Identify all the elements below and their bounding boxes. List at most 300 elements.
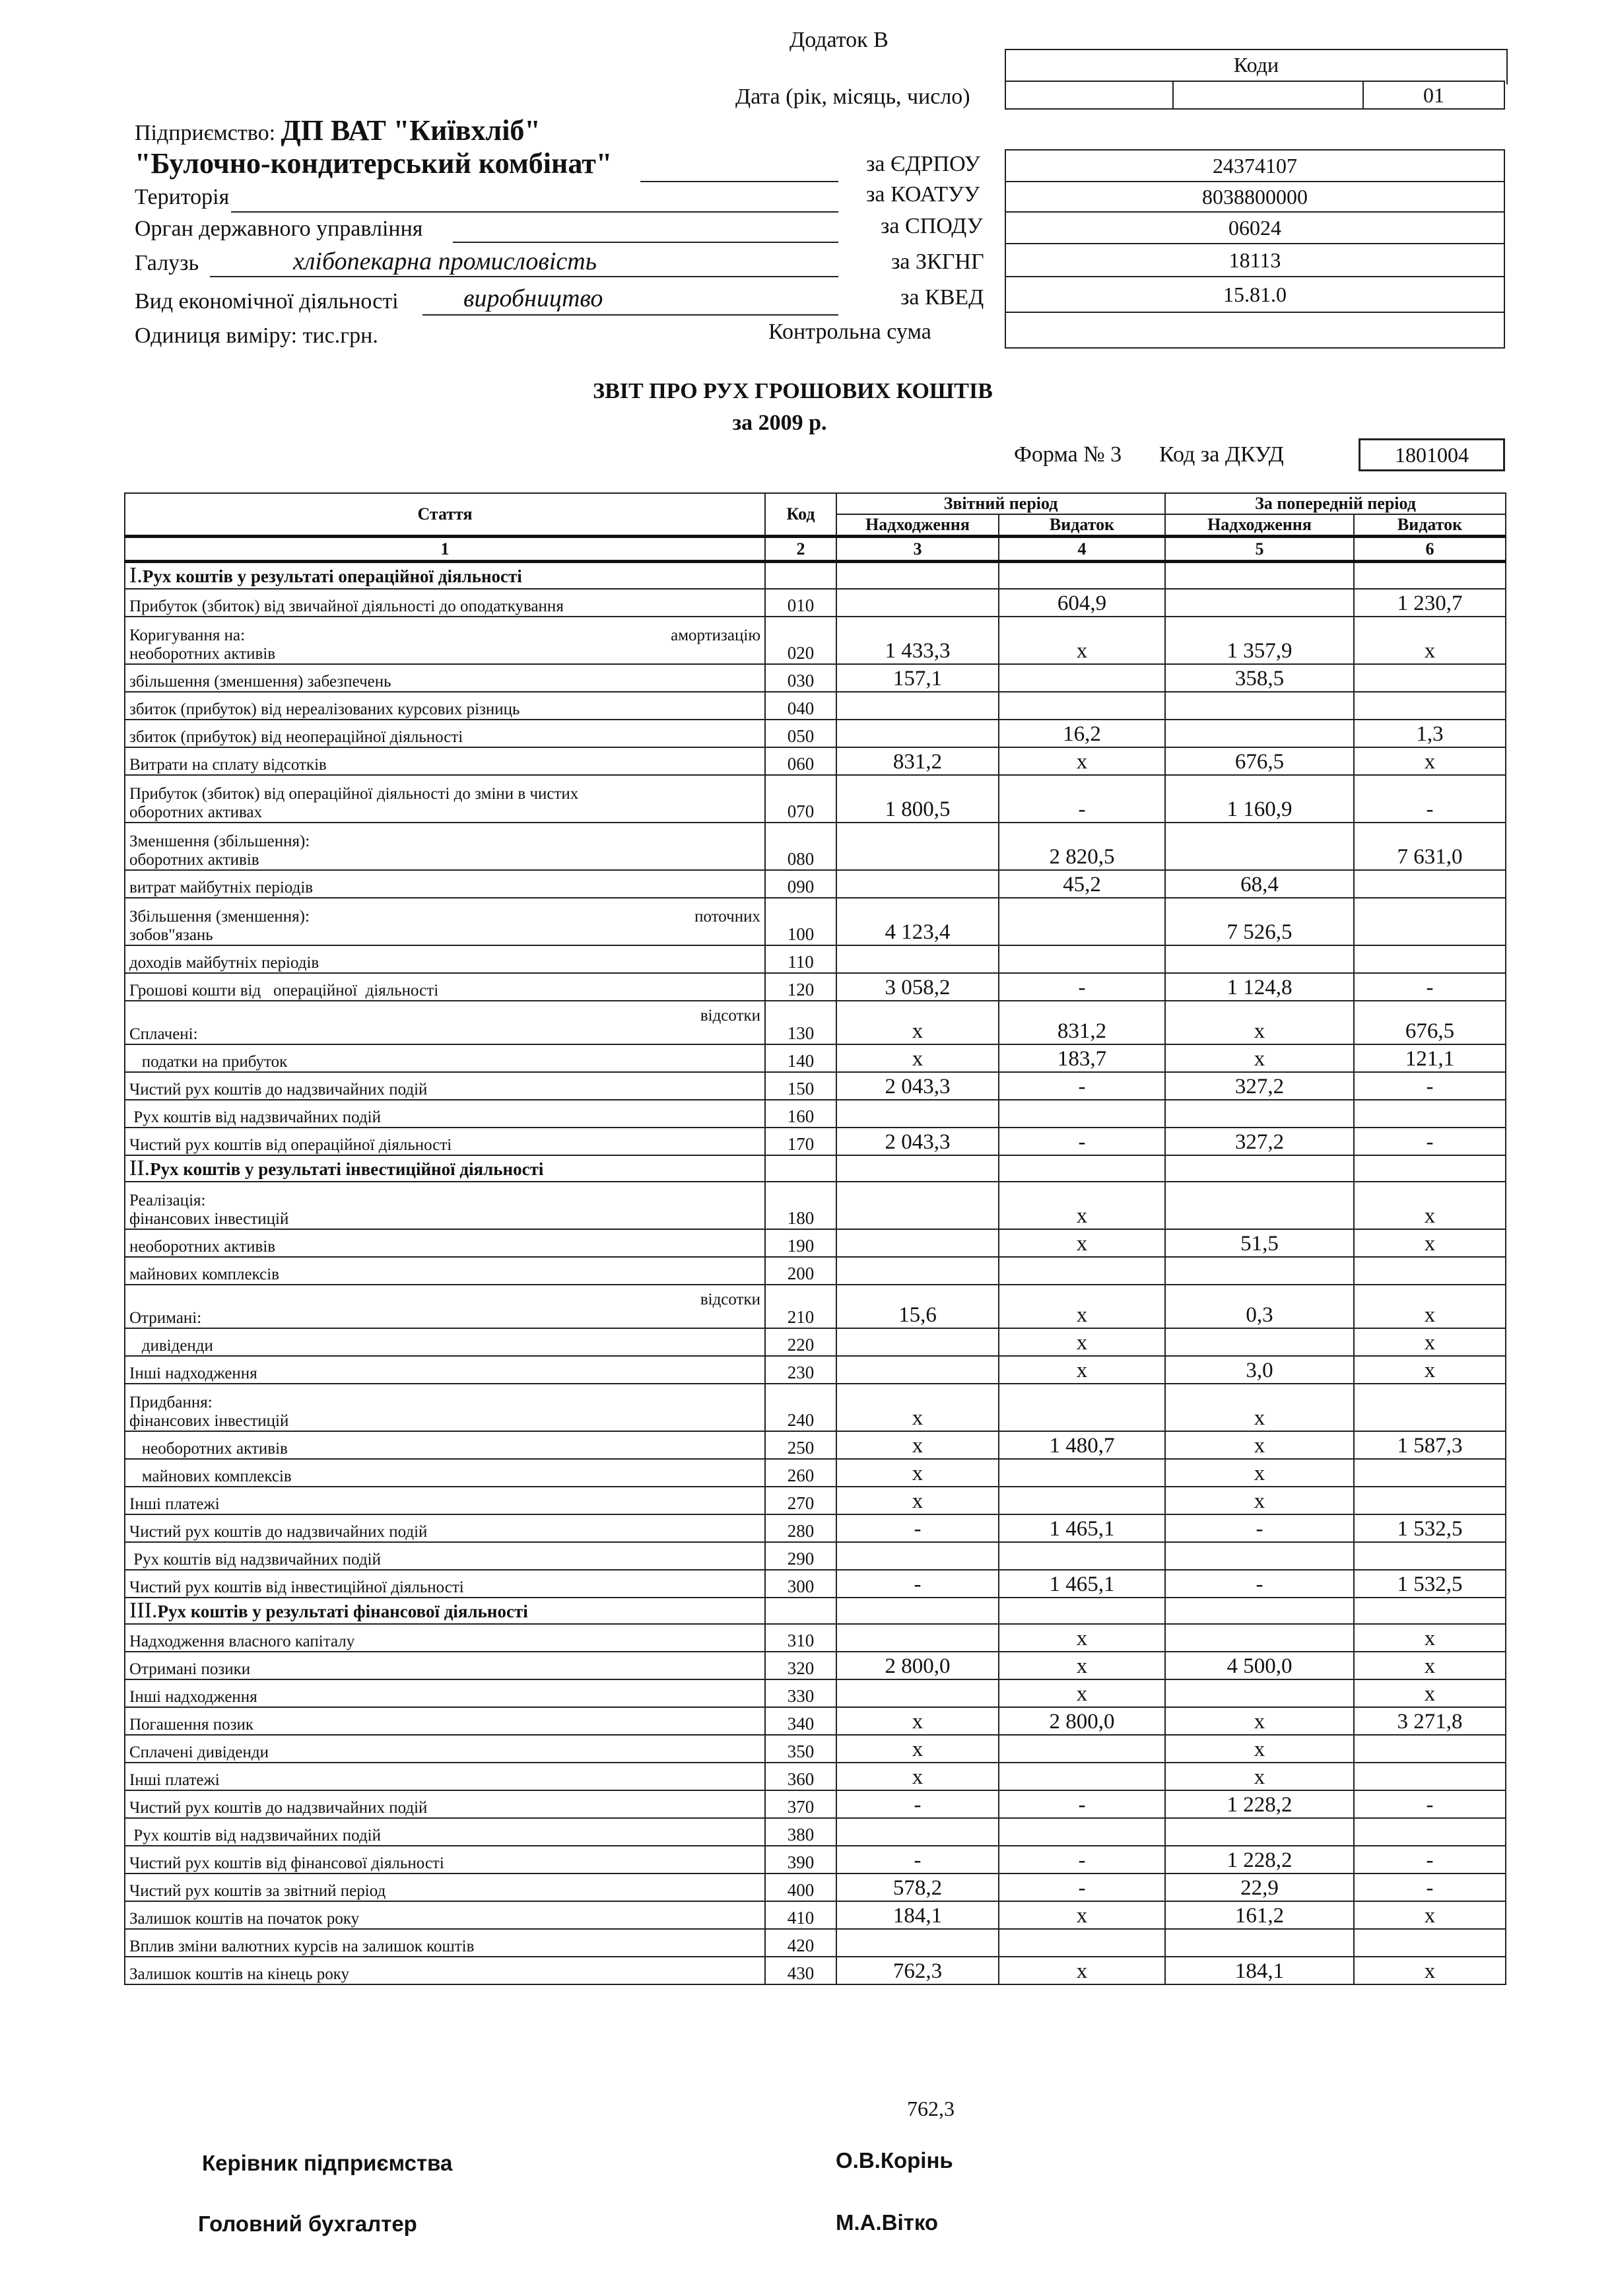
- value-cell: [1354, 870, 1506, 898]
- article-cell: податки на прибуток: [125, 1044, 765, 1072]
- article-cell: Інші надходження: [125, 1356, 765, 1384]
- value-cell: -: [1354, 1846, 1506, 1874]
- empty-cell: [836, 562, 999, 590]
- activity-underline: [422, 314, 838, 316]
- article-cell: Чистий рух коштів від фінансової діяльності: [125, 1846, 765, 1874]
- value-cell: [999, 1542, 1165, 1570]
- value-cell: [1165, 1182, 1354, 1229]
- value-cell: 358,5: [1165, 664, 1354, 692]
- table-row: [125, 1846, 1506, 1874]
- row-code: 040: [765, 692, 836, 720]
- date-label: Дата (рік, місяць, число): [735, 84, 970, 109]
- gov-body-underline: [453, 242, 838, 243]
- empty-cell: [765, 1155, 836, 1182]
- table-row: [125, 1514, 1506, 1542]
- table-row: [125, 1763, 1506, 1790]
- article-cell: витрат майбутніх періодів: [125, 870, 765, 898]
- col-num: 6: [1354, 537, 1506, 562]
- value-cell: [836, 720, 999, 747]
- table-row: [125, 898, 1506, 945]
- section-number: I.: [129, 563, 143, 588]
- value-cell: х: [1165, 1001, 1354, 1044]
- codes-title: Коди: [1233, 53, 1279, 77]
- article-cell: Отримані позики: [125, 1652, 765, 1679]
- value-cell: х: [1165, 1763, 1354, 1790]
- empty-cell: [1354, 1155, 1506, 1182]
- code-label-zkgng: за ЗКГНГ: [891, 250, 984, 274]
- accountant-name: М.А.Вітко: [836, 2210, 939, 2235]
- row-code: 190: [765, 1229, 836, 1257]
- value-cell: х: [836, 1431, 999, 1459]
- table-row: [125, 870, 1506, 898]
- enterprise-name-2: "Булочно-кондитерський комбінат": [135, 147, 613, 180]
- value-cell: [1165, 1624, 1354, 1652]
- value-cell: х: [999, 747, 1165, 775]
- col-expense-header: Видаток: [999, 514, 1165, 537]
- value-cell: 184,1: [836, 1901, 999, 1929]
- value-cell: х: [836, 1707, 999, 1735]
- value-cell: 2 800,0: [836, 1652, 999, 1679]
- value-cell: [836, 1356, 999, 1384]
- section-text: Рух коштів у результаті операційної діяльності: [142, 566, 522, 586]
- value-cell: 1 160,9: [1165, 775, 1354, 823]
- value-cell: -: [1165, 1514, 1354, 1542]
- table-row: [125, 1001, 1506, 1044]
- value-cell: 16,2: [999, 720, 1165, 747]
- value-cell: 1 465,1: [999, 1514, 1165, 1542]
- value-cell: х: [1354, 1679, 1506, 1707]
- value-cell: [1354, 898, 1506, 945]
- table-row: [125, 1790, 1506, 1818]
- value-cell: -: [1354, 1790, 1506, 1818]
- article-line-1-right: відсотки: [700, 1291, 760, 1308]
- table-row: [125, 1072, 1506, 1100]
- value-cell: [999, 1818, 1165, 1846]
- section-row: [125, 1598, 1506, 1624]
- value-cell: х: [999, 1901, 1165, 1929]
- value-cell: 578,2: [836, 1874, 999, 1901]
- code-label-spodu: за СПОДУ: [881, 214, 983, 238]
- table-row: [125, 1652, 1506, 1679]
- value-cell: [836, 870, 999, 898]
- section-number: II.: [129, 1156, 151, 1180]
- gov-body-label: Орган державного управління: [135, 217, 423, 241]
- value-cell: 2 800,0: [999, 1707, 1165, 1735]
- value-cell: -: [1354, 973, 1506, 1001]
- value-cell: -: [836, 1790, 999, 1818]
- article-line-1-right: амортизацію: [671, 626, 760, 644]
- table-row: [125, 823, 1506, 870]
- article-line-2: фінансових інвестицій: [129, 1210, 289, 1228]
- article-cell: [125, 1182, 765, 1229]
- article-cell: Рух коштів від надзвичайних подій: [125, 1542, 765, 1570]
- date-month-cell: [1172, 81, 1364, 110]
- value-cell: х: [999, 1356, 1165, 1384]
- value-cell: [836, 1542, 999, 1570]
- section-number: III.: [129, 1598, 158, 1623]
- branch-value: хлібопекарна промисловість: [293, 248, 597, 275]
- table-row: [125, 1874, 1506, 1901]
- article-cell: Чистий рух коштів від операційної діяльності: [125, 1128, 765, 1155]
- value-cell: [836, 1100, 999, 1128]
- article-line-2: Сплачені:: [129, 1025, 198, 1043]
- row-code: 030: [765, 664, 836, 692]
- row-code: 270: [765, 1487, 836, 1514]
- article-line-1: Придбання:: [129, 1394, 213, 1411]
- value-cell: [999, 1257, 1165, 1285]
- value-cell: [999, 1384, 1165, 1431]
- row-code: 060: [765, 747, 836, 775]
- row-code: 150: [765, 1072, 836, 1100]
- article-line-1: Коригування на:: [129, 626, 246, 644]
- col-num: 1: [125, 537, 765, 562]
- code-value-edrpou: 24374107: [1005, 149, 1505, 182]
- row-code: 410: [765, 1901, 836, 1929]
- value-cell: х: [836, 1459, 999, 1487]
- table-row: [125, 1257, 1506, 1285]
- value-cell: х: [1165, 1459, 1354, 1487]
- table-row: [125, 1182, 1506, 1229]
- empty-cell: [1165, 562, 1354, 590]
- value-cell: [1354, 1735, 1506, 1763]
- row-code: 140: [765, 1044, 836, 1072]
- row-code: 120: [765, 973, 836, 1001]
- col-num: 2: [765, 537, 836, 562]
- value-cell: [1354, 1459, 1506, 1487]
- value-cell: [1354, 1257, 1506, 1285]
- value-cell: 3 271,8: [1354, 1707, 1506, 1735]
- empty-cell: [1354, 562, 1506, 590]
- value-cell: 1 587,3: [1354, 1431, 1506, 1459]
- value-cell: 1 532,5: [1354, 1570, 1506, 1598]
- value-cell: 676,5: [1354, 1001, 1506, 1044]
- section-row: [125, 562, 1506, 590]
- value-cell: х: [1354, 1957, 1506, 1984]
- enterprise-line: [135, 114, 541, 147]
- value-cell: [1165, 1679, 1354, 1707]
- row-code: 430: [765, 1957, 836, 1984]
- value-cell: х: [1165, 1384, 1354, 1431]
- article-cell: необоротних активів: [125, 1229, 765, 1257]
- row-code: 110: [765, 945, 836, 973]
- value-cell: х: [1165, 1735, 1354, 1763]
- col-code-header: Код: [765, 493, 836, 537]
- value-cell: х: [1354, 1901, 1506, 1929]
- value-cell: -: [836, 1846, 999, 1874]
- value-cell: х: [836, 1044, 999, 1072]
- value-cell: [836, 1229, 999, 1257]
- col-article-header: Стаття: [125, 493, 765, 537]
- row-code: 170: [765, 1128, 836, 1155]
- row-code: 320: [765, 1652, 836, 1679]
- row-code: 230: [765, 1356, 836, 1384]
- head-label: Керівник підприємства: [202, 2151, 453, 2175]
- value-cell: [1354, 1100, 1506, 1128]
- article-cell: Інші платежі: [125, 1487, 765, 1514]
- article-cell: Рух коштів від надзвичайних подій: [125, 1100, 765, 1128]
- row-code: 080: [765, 823, 836, 870]
- table-row: [125, 1100, 1506, 1128]
- value-cell: 2 043,3: [836, 1128, 999, 1155]
- value-cell: 3 058,2: [836, 973, 999, 1001]
- section-row: [125, 1155, 1506, 1182]
- value-cell: -: [836, 1570, 999, 1598]
- value-cell: х: [1354, 1182, 1506, 1229]
- row-code: 010: [765, 589, 836, 617]
- value-cell: -: [999, 973, 1165, 1001]
- row-code: 370: [765, 1790, 836, 1818]
- value-cell: 831,2: [999, 1001, 1165, 1044]
- article-line-2: фінансових інвестицій: [129, 1412, 289, 1430]
- col-previous-header: За попередній період: [1165, 493, 1506, 514]
- row-code: 330: [765, 1679, 836, 1707]
- value-cell: [1165, 589, 1354, 617]
- table-row: [125, 747, 1506, 775]
- empty-cell: [1165, 1155, 1354, 1182]
- row-code: 100: [765, 898, 836, 945]
- value-cell: -: [999, 775, 1165, 823]
- value-cell: [1165, 1328, 1354, 1356]
- value-cell: 1 800,5: [836, 775, 999, 823]
- value-cell: х: [999, 617, 1165, 664]
- table-row: [125, 973, 1506, 1001]
- empty-cell: [999, 562, 1165, 590]
- value-cell: х: [836, 1763, 999, 1790]
- value-cell: [999, 1763, 1165, 1790]
- value-cell: 7 631,0: [1354, 823, 1506, 870]
- enterprise-name: ДП ВАТ "Київхліб": [281, 114, 541, 147]
- code-value-kved: 15.81.0: [1005, 276, 1505, 313]
- value-cell: [836, 1818, 999, 1846]
- value-cell: х: [999, 1957, 1165, 1984]
- enterprise-label: Підприємство:: [135, 121, 276, 145]
- value-cell: х: [836, 1384, 999, 1431]
- value-cell: 762,3: [836, 1957, 999, 1984]
- date-day-cell: 01: [1362, 81, 1505, 110]
- value-cell: 121,1: [1354, 1044, 1506, 1072]
- article-cell: [125, 617, 765, 664]
- article-cell: майнових комплексів: [125, 1257, 765, 1285]
- article-cell: Інші надходження: [125, 1679, 765, 1707]
- dkud-value: 1801004: [1359, 438, 1505, 471]
- value-cell: 1 480,7: [999, 1431, 1165, 1459]
- value-cell: х: [999, 1182, 1165, 1229]
- value-cell: 0,3: [1165, 1285, 1354, 1328]
- article-cell: дивіденди: [125, 1328, 765, 1356]
- value-cell: 831,2: [836, 747, 999, 775]
- value-cell: [836, 1624, 999, 1652]
- form-number: Форма № 3: [1014, 442, 1122, 467]
- value-cell: 45,2: [999, 870, 1165, 898]
- row-code: 380: [765, 1818, 836, 1846]
- article-line-1: Прибуток (збиток) від операційної діяльності до зміни в чистих: [129, 785, 579, 803]
- table-row: [125, 589, 1506, 617]
- empty-cell: [999, 1598, 1165, 1624]
- col-num: 3: [836, 537, 999, 562]
- value-cell: х: [999, 1285, 1165, 1328]
- value-cell: 22,9: [1165, 1874, 1354, 1901]
- col-reporting-header: Звітний період: [836, 493, 1165, 514]
- row-code: 390: [765, 1846, 836, 1874]
- value-cell: [1165, 1257, 1354, 1285]
- value-cell: [1354, 1384, 1506, 1431]
- value-cell: х: [1354, 1328, 1506, 1356]
- value-cell: х: [1165, 1044, 1354, 1072]
- article-line-1: Зменшення (збільшення):: [129, 832, 310, 850]
- value-cell: 327,2: [1165, 1072, 1354, 1100]
- article-cell: Погашення позик: [125, 1707, 765, 1735]
- table-row: [125, 945, 1506, 973]
- value-cell: [836, 589, 999, 617]
- table-row: [125, 1707, 1506, 1735]
- value-cell: [836, 692, 999, 720]
- value-cell: 161,2: [1165, 1901, 1354, 1929]
- article-cell: Витрати на сплату відсотків: [125, 747, 765, 775]
- value-cell: 1 228,2: [1165, 1846, 1354, 1874]
- article-line-2: необоротних активів: [129, 645, 276, 663]
- row-code: 290: [765, 1542, 836, 1570]
- value-cell: [999, 1487, 1165, 1514]
- article-cell: збільшення (зменшення) забезпечень: [125, 664, 765, 692]
- value-cell: х: [836, 1735, 999, 1763]
- value-cell: х: [1165, 1707, 1354, 1735]
- value-cell: -: [1354, 1874, 1506, 1901]
- value-cell: [836, 1679, 999, 1707]
- enterprise-underline: [640, 181, 838, 182]
- article-cell: Прибуток (збиток) від звичайної діяльності до оподаткування: [125, 589, 765, 617]
- article-cell: Надходження власного капіталу: [125, 1624, 765, 1652]
- table-row: [125, 1285, 1506, 1328]
- value-cell: х: [1354, 1624, 1506, 1652]
- value-cell: [1165, 945, 1354, 973]
- value-cell: [999, 1100, 1165, 1128]
- table-row: [125, 1679, 1506, 1707]
- branch-underline: [210, 276, 838, 277]
- row-code: 260: [765, 1459, 836, 1487]
- col-num: 4: [999, 537, 1165, 562]
- value-cell: х: [836, 1001, 999, 1044]
- article-cell: Грошові кошти від операційної діяльності: [125, 973, 765, 1001]
- value-cell: 15,6: [836, 1285, 999, 1328]
- value-cell: 327,2: [1165, 1128, 1354, 1155]
- value-cell: 4 123,4: [836, 898, 999, 945]
- value-cell: 68,4: [1165, 870, 1354, 898]
- activity-label: Вид економічної діяльності: [135, 289, 399, 314]
- control-sum-cell: [1005, 312, 1505, 349]
- table-row: [125, 692, 1506, 720]
- value-cell: [836, 1257, 999, 1285]
- value-cell: [1165, 823, 1354, 870]
- value-cell: 2 820,5: [999, 823, 1165, 870]
- table-row: [125, 1328, 1506, 1356]
- table-row: [125, 1542, 1506, 1570]
- article-line-1: Реалізація:: [129, 1192, 206, 1209]
- article-cell: Чистий рух коштів від інвестиційної діяльності: [125, 1570, 765, 1598]
- value-cell: [1354, 1542, 1506, 1570]
- value-cell: -: [999, 1874, 1165, 1901]
- empty-cell: [1165, 1598, 1354, 1624]
- section-text: Рух коштів у результаті інвестиційної діяльності: [150, 1159, 544, 1179]
- territory-label: Територія: [135, 185, 230, 209]
- row-code: 070: [765, 775, 836, 823]
- table-row: [125, 775, 1506, 823]
- codes-header: [1005, 49, 1508, 84]
- value-cell: х: [1354, 1356, 1506, 1384]
- value-cell: 4 500,0: [1165, 1652, 1354, 1679]
- article-cell: Чистий рух коштів до надзвичайних подій: [125, 1072, 765, 1100]
- empty-cell: [1354, 1598, 1506, 1624]
- value-cell: х: [1354, 1652, 1506, 1679]
- table-row: [125, 1487, 1506, 1514]
- value-cell: 183,7: [999, 1044, 1165, 1072]
- value-cell: х: [1354, 747, 1506, 775]
- value-cell: [1165, 1929, 1354, 1957]
- value-cell: [999, 898, 1165, 945]
- value-cell: 1 228,2: [1165, 1790, 1354, 1818]
- code-value-koatuu: 8038800000: [1005, 181, 1505, 213]
- value-cell: [999, 945, 1165, 973]
- article-cell: збиток (прибуток) від неопераційної діяльності: [125, 720, 765, 747]
- article-cell: Інші платежі: [125, 1763, 765, 1790]
- row-code: 130: [765, 1001, 836, 1044]
- activity-value: виробництво: [463, 285, 603, 312]
- row-code: 050: [765, 720, 836, 747]
- row-code: 090: [765, 870, 836, 898]
- article-line-2: оборотних активів: [129, 851, 259, 869]
- value-cell: 1,3: [1354, 720, 1506, 747]
- report-title: ЗВІТ ПРО РУХ ГРОШОВИХ КОШТІВ: [593, 379, 993, 403]
- value-cell: х: [1354, 1285, 1506, 1328]
- value-cell: -: [1354, 1128, 1506, 1155]
- value-cell: 2 043,3: [836, 1072, 999, 1100]
- value-cell: [836, 1328, 999, 1356]
- article-cell: Залишок коштів на початок року: [125, 1901, 765, 1929]
- col-income2-header: Надходження: [1165, 514, 1354, 537]
- article-cell: [125, 823, 765, 870]
- empty-cell: [836, 1598, 999, 1624]
- section-title: [125, 562, 765, 590]
- empty-cell: [765, 562, 836, 590]
- value-cell: [1354, 1763, 1506, 1790]
- article-line-2: зобов"язань: [129, 926, 213, 944]
- row-code: 240: [765, 1384, 836, 1431]
- code-label-edrpou: за ЄДРПОУ: [866, 152, 980, 176]
- table-row: [125, 1128, 1506, 1155]
- value-cell: [836, 1929, 999, 1957]
- value-cell: -: [1354, 1072, 1506, 1100]
- table-row: [125, 664, 1506, 692]
- branch-label: Галузь: [135, 251, 199, 275]
- row-code: 160: [765, 1100, 836, 1128]
- article-cell: [125, 1384, 765, 1431]
- date-year-cell: [1005, 81, 1174, 110]
- article-cell: збиток (прибуток) від нереалізованих курсових різниць: [125, 692, 765, 720]
- value-cell: х: [1165, 1431, 1354, 1459]
- article-cell: [125, 1285, 765, 1328]
- article-cell: необоротних активів: [125, 1431, 765, 1459]
- article-cell: Сплачені дивіденди: [125, 1735, 765, 1763]
- appendix-label: Додаток В: [789, 28, 889, 52]
- table-row: [125, 1229, 1506, 1257]
- head-name: О.В.Корінь: [836, 2148, 953, 2173]
- row-code: 020: [765, 617, 836, 664]
- table-row: [125, 1431, 1506, 1459]
- table-row: [125, 1384, 1506, 1431]
- value-cell: [999, 1735, 1165, 1763]
- row-code: 340: [765, 1707, 836, 1735]
- value-cell: [1165, 692, 1354, 720]
- row-code: 210: [765, 1285, 836, 1328]
